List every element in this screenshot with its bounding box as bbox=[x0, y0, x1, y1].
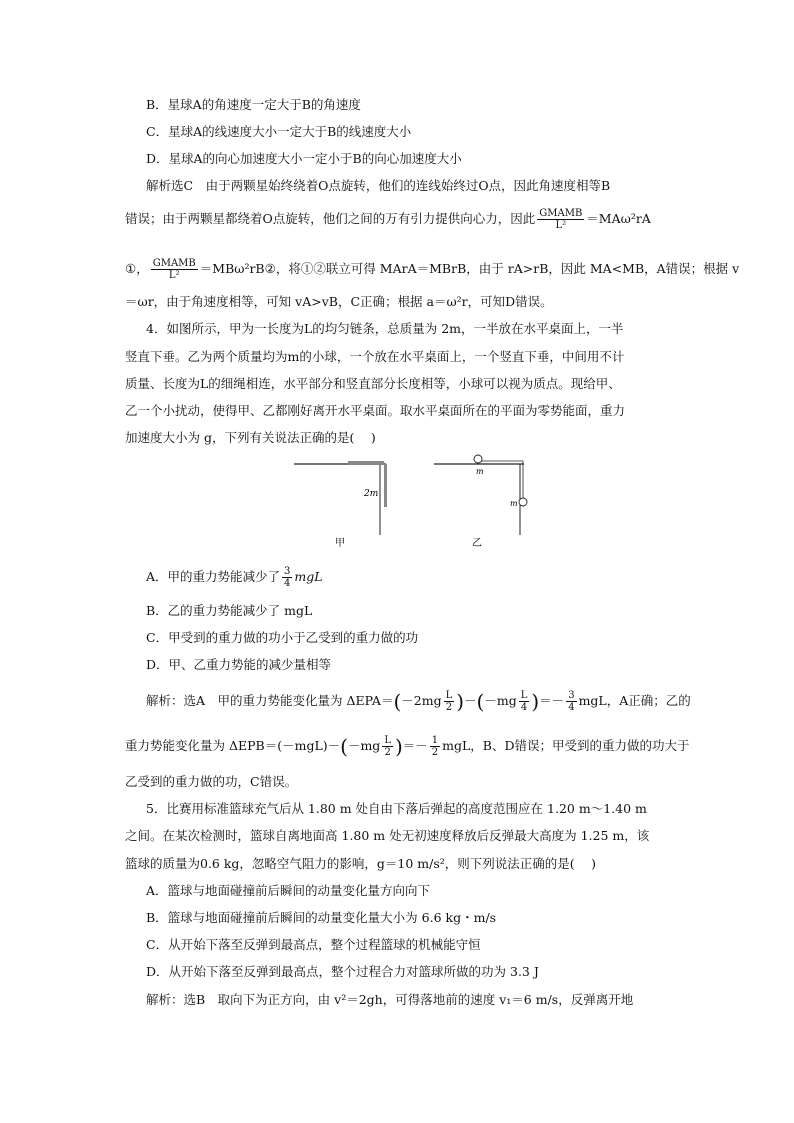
q3-option-d: D．星球A的向心加速度大小一定小于B的向心加速度大小 bbox=[146, 151, 462, 166]
q4-solution-line-2 bbox=[125, 735, 690, 758]
q4-option-d: D．甲、乙重力势能的减少量相等 bbox=[146, 657, 332, 672]
q4-sol1-frac1-num: L bbox=[445, 690, 453, 701]
paren-close: ) bbox=[394, 734, 403, 759]
q5-option-a: A．篮球与地面碰撞前后瞬间的动量变化量方向向下 bbox=[146, 883, 431, 898]
yi-ball-hanging bbox=[519, 498, 527, 506]
q4-stem-line-1: 4．如图所示，甲为一长度为L的均匀链条，总质量为 2m，一半放在水平桌面上，一半 bbox=[146, 321, 624, 336]
q4-sol1-term2: －mg bbox=[484, 693, 517, 708]
q4-sol1-frac2-num: L bbox=[520, 690, 528, 701]
jia-caption: 甲 bbox=[335, 538, 345, 549]
q4-stem-line-5: 加速度大小为 g，下列有关说法正确的是( ) bbox=[125, 430, 376, 445]
q3-sol2-tail: ＝MAω²rA bbox=[586, 211, 651, 226]
q5-option-c: C．从开始下落至反弹到最高点，整个过程篮球的机械能守恒 bbox=[146, 937, 481, 952]
q4-stem-line-4: 乙一个小扰动，使得甲、乙都刚好离开水平桌面。取水平桌面所在的平面为零势能面，重力 bbox=[125, 403, 626, 418]
q5-stem-line-3: 篮球的质量为0.6 kg，忽略空气阻力的影响，g＝10 m/s²，则下列说法正确的是( ) bbox=[125, 856, 597, 871]
q4-sol1-minus: － bbox=[464, 693, 477, 708]
q5-stem-line-2: 之间。在某次检测时，篮球自离地面高 1.80 m 处无初速度释放后反弹最大高度为 1.25 m，该 bbox=[125, 828, 650, 843]
q4-option-a bbox=[146, 566, 323, 589]
q3-sol3-head: ①， bbox=[125, 261, 149, 276]
q3-solution-line-1: 解析选C 由于两颗星始终绕着O点旋转，他们的连线始终过O点，因此角速度相等B bbox=[146, 178, 611, 193]
yi-ball-table bbox=[474, 455, 482, 463]
q4-sol2-frac1 bbox=[382, 735, 393, 758]
q3-sol2-text: 错误；由于两颗星都绕着O点旋转，他们之间的万有引力提供向心力，因此 bbox=[125, 211, 536, 226]
q4-stem-line-2: 竖直下垂。乙为两个质量均为m的小球，一个放在水平桌面上，一个竖直下垂，中间用不计 bbox=[125, 349, 625, 364]
jia-chain-horizontal bbox=[348, 461, 384, 465]
q5-option-b: B．篮球与地面碰撞前后瞬间的动量变化量大小为 6.6 kg・m/s bbox=[146, 910, 497, 925]
q4-option-b: B．乙的重力势能减少了 mgL bbox=[146, 603, 313, 618]
jia-mass-label: 2m bbox=[364, 489, 379, 499]
figure-yi bbox=[434, 455, 527, 549]
q3-sol2-fraction bbox=[537, 208, 584, 231]
yi-mass-label-1: m bbox=[476, 467, 484, 476]
q5-solution-line-1: 解析：选B 取向下为正方向，由 v²＝2gh，可得落地前的速度 v₁＝6 m/s，反弹离开地 bbox=[146, 992, 634, 1007]
q3-sol3-frac-den: L² bbox=[168, 270, 180, 281]
jia-chain-vertical bbox=[384, 464, 387, 507]
q4-optA-den: 4 bbox=[284, 578, 291, 589]
q4-solution-line-1 bbox=[146, 690, 691, 713]
paren-open: ( bbox=[340, 734, 348, 759]
q4-sol2-frac2 bbox=[430, 735, 440, 758]
q4-optA-num: 3 bbox=[284, 566, 291, 577]
q4-sol2-tail: mgL，B、D错误；甲受到的重力做的功大于 bbox=[442, 738, 690, 753]
q3-solution-line-4: ＝ωr，由于角速度相等，可知 vA>vB，C正确；根据 a＝ω²r，可知D错误。 bbox=[125, 294, 553, 309]
q4-sol2-frac1-num: L bbox=[384, 735, 391, 746]
q4-sol1-term1: －2mg bbox=[401, 693, 442, 708]
q3-sol3-tail: ＝MBω²rB②，将①②联立可得 MArA＝MBrB，由于 rA>rB，因此 MA<MB，A错误；根据 v bbox=[199, 261, 740, 276]
q3-option-c: C．星球A的线速度大小一定大于B的线速度大小 bbox=[146, 124, 412, 139]
q4-figure bbox=[280, 452, 550, 552]
q4-sol1-frac3 bbox=[566, 690, 576, 713]
q4-optA-text: A．甲的重力势能减少了 bbox=[146, 569, 281, 584]
q3-sol2-frac-den: L² bbox=[555, 220, 567, 231]
q3-sol3-fraction bbox=[151, 258, 198, 281]
q4-stem-line-3: 质量、长度为L的细绳相连，水平部分和竖直部分长度相等，小球可以视为质点。现给甲、 bbox=[125, 376, 621, 391]
q3-solution-line-3 bbox=[125, 258, 739, 281]
q4-sol1-head: 解析：选A 甲的重力势能变化量为 ΔEPA＝ bbox=[146, 693, 394, 708]
q4-sol1-frac2 bbox=[519, 690, 530, 713]
q4-sol1-frac1-den: 2 bbox=[445, 702, 453, 713]
figure-jia bbox=[294, 461, 387, 549]
q3-sol3-frac-num: GMAMB bbox=[152, 258, 196, 269]
yi-mass-label-2: m bbox=[510, 499, 518, 508]
q4-sol2-frac2-den: 2 bbox=[431, 747, 439, 758]
q4-sol2-frac2-num: 1 bbox=[431, 735, 439, 746]
q4-sol1-frac2-den: 4 bbox=[520, 702, 528, 713]
paren-close: ) bbox=[456, 689, 465, 714]
q4-sol2-head: 重力势能变化量为 ΔEPB＝(－mgL)－ bbox=[125, 738, 341, 753]
yi-caption: 乙 bbox=[472, 538, 482, 549]
q4-sol1-tail: mgL，A正确；乙的 bbox=[578, 693, 691, 708]
q4-solution-line-3: 乙受到的重力做的功，C错误。 bbox=[125, 774, 298, 789]
q4-sol1-frac1 bbox=[444, 690, 455, 713]
q4-sol1-frac3-den: 4 bbox=[568, 702, 575, 713]
q4-sol2-term: －mg bbox=[347, 738, 381, 753]
q4-option-c: C．甲受到的重力做的功小于乙受到的重力做的功 bbox=[146, 630, 419, 645]
q4-optA-fraction bbox=[282, 566, 292, 589]
paren-close: ) bbox=[531, 689, 540, 714]
paren-open: ( bbox=[476, 689, 485, 714]
q3-option-b: B．星球A的角速度一定大于B的角速度 bbox=[146, 97, 361, 112]
q3-sol2-frac-num: GMAMB bbox=[539, 208, 583, 219]
q4-optA-tail: mgL bbox=[294, 569, 323, 584]
q5-option-d: D．从开始下落至反弹到最高点，整个过程合力对篮球所做的功为 3.3 J bbox=[146, 964, 539, 979]
q4-sol1-eq: ＝－ bbox=[539, 693, 565, 708]
q4-sol2-eq: ＝－ bbox=[402, 738, 428, 753]
paren-open: ( bbox=[393, 689, 402, 714]
q3-solution-line-2 bbox=[125, 208, 651, 231]
q4-sol1-frac3-num: 3 bbox=[568, 690, 575, 701]
q4-sol2-frac1-den: 2 bbox=[384, 747, 391, 758]
q5-stem-line-1: 5．比赛用标准篮球充气后从 1.80 m 处自由下落后弹起的高度范围应在 1.20 m～1.40 m bbox=[146, 801, 647, 816]
